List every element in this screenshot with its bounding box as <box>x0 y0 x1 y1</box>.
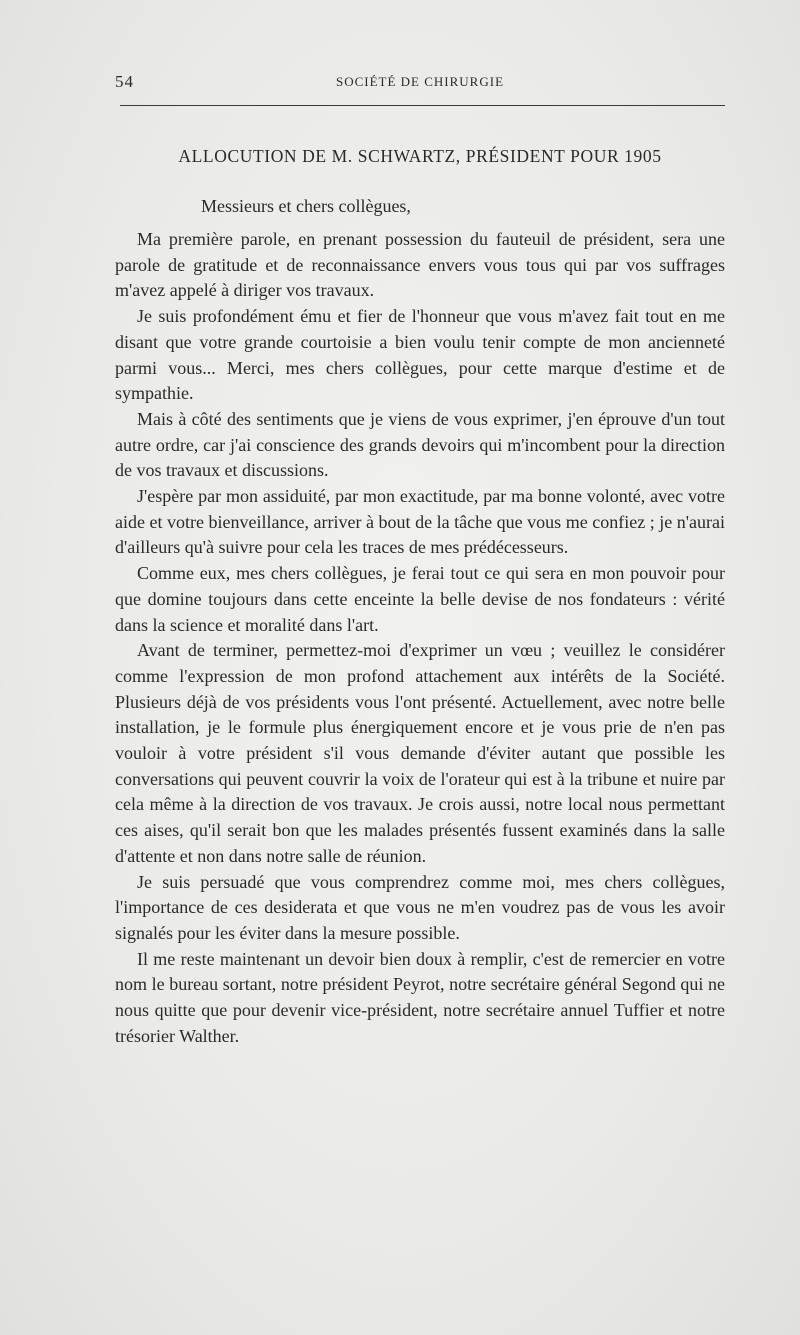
salutation: Messieurs et chers collègues, <box>201 196 411 216</box>
paragraph: Mais à côté des sentiments que je viens de vous exprimer, j'en éprouve d'un tout autre ordre, car j'ai conscience des grands devoirs qui m'incombent pour la direction de vos travaux et discussions. <box>115 408 725 481</box>
paragraph: Je suis persuadé que vous comprendrez comme moi, mes chers collègues, l'importance de ces desiderata et que vous ne m'en voudrez pas de vous les avoir signalés pour les éviter dans la mesure possible. <box>115 871 725 943</box>
body-text <box>115 227 725 1050</box>
section-title: ALLOCUTION DE M. SCHWARTZ, PRÉSIDENT POUR 1905 <box>178 146 662 166</box>
running-title: SOCIÉTÉ DE CHIRURGIE <box>335 74 505 89</box>
paragraph: J'espère par mon assiduité, par mon exactitude, par ma bonne volonté, avec votre aide et votre bienveillance, arriver à bout de la tâche que vous me confiez ; je n'aurai d'ailleurs qu'à suivre pour cela les traces de mes prédécesseurs. <box>115 486 725 558</box>
page-number: 54 <box>115 72 134 91</box>
header-rule <box>120 105 725 106</box>
paragraph: Je suis profondément ému et fier de l'honneur que vous m'avez fait tout en me disant que votre grande courtoisie a bien voulu tenir compte de mon ancienneté parmi vous... Merci, mes chers collègues, pour cette marque d'estime et de sympathie. <box>115 306 725 404</box>
paragraph: Ma première parole, en prenant possession du fauteuil de président, sera une parole de gratitude et de reconnaissance envers vous tous qui par vos suffrages m'avez appelé à diriger vos travaux. <box>115 229 725 301</box>
paragraph: Avant de terminer, permettez-moi d'exprimer un vœu ; veuillez le considérer comme l'expression de mon profond attachement aux intérêts de la Société. Plusieurs déjà de vos présidents vous l'ont présenté. Actuellement, avec notre belle installation, je le formule plus énergiquement encore et je vous prie de n'en pas vouloir à votre président s'il vous demande d'éviter autant que possible les conversations qui peuvent couvrir la voix de l'orateur qui est à la tribune et nuire par cela même à la direction de vos travaux. Je crois aussi, notre local nous permettant ces aises, qu'il serait bon que les malades présentés fussent examinés dans la salle d'attente et non dans notre salle de réunion. <box>115 640 725 866</box>
paragraph: Comme eux, mes chers collègues, je ferai tout ce qui sera en mon pouvoir pour que domine toujours dans cette enceinte la belle devise de nos fondateurs : vérité dans la science et moralité dans l'art. <box>115 563 725 635</box>
paragraph: Il me reste maintenant un devoir bien doux à remplir, c'est de remercier en votre nom le bureau sortant, notre président Peyrot, notre secrétaire général Segond qui ne nous quitte que pour devenir vice-président, notre secrétaire annuel Tuffier et notre trésorier Walther. <box>115 948 725 1046</box>
page-header <box>115 72 725 94</box>
